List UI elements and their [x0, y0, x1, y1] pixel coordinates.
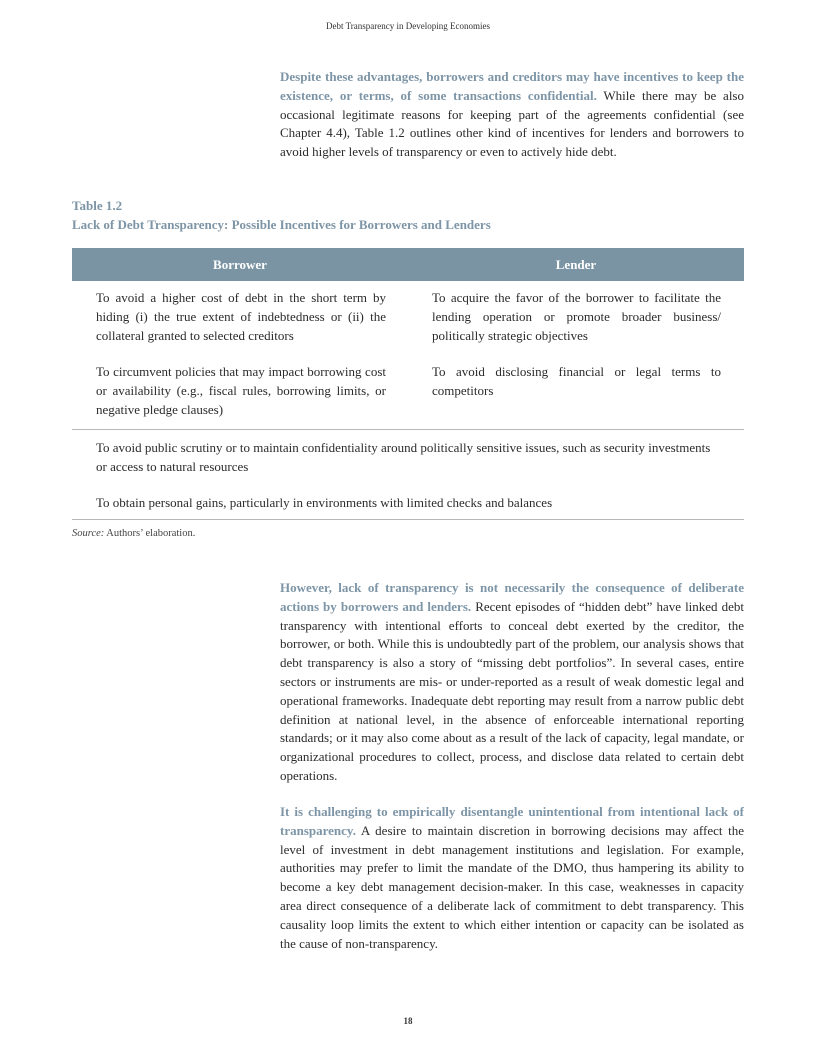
paragraph-3-lead: It is challenging to empirically disentangle unintentional from intentional lack of transparency.: [280, 804, 744, 838]
page-number: 18: [403, 1016, 413, 1026]
incentives-table: [72, 248, 744, 520]
body-paragraph-3: [280, 803, 744, 953]
table-number: Table 1.2: [72, 198, 123, 213]
table-bottom-rule: [72, 519, 744, 520]
source-text: Authors’ elaboration.: [104, 528, 196, 539]
lender-column: [408, 289, 744, 420]
paragraph-3-body: A desire to maintain discretion in borrowing decisions may affect the level of investment in debt management institutions and legislation. For example, authorities may prefer to limit the mandate of the DMO, thus hampering its ability to become a key debt management decision-maker. In this case, weaknesses in capacity area direct consequence of a deliberate lack of commitment to debt transparency. This causality loop limits the extent to which either intention or capacity can be isolated as the cause of non-transparency.: [280, 822, 744, 951]
borrower-cell: To circumvent policies that may impact borrowing cost or availability (e.g., fiscal rules, borrowing limits, or negative pledge clauses): [96, 364, 386, 417]
paragraph-2-body: Recent episodes of “hidden debt” have linked debt transparency with intentional efforts to conceal debt exerted by the creditor, the borrower, or both. While this is undoubtedly part of the problem, our analysis shows that debt transparency is also a story of “missing debt portfolios”. In several cases, entire sectors or instruments are mis- or under-reported as a result of weak domestic legal and operational frameworks. Inadequate debt reporting may result from a narrow public debt definition at national level, in the absence of enforceable international reporting standards; or it may also come about as a result of the lack of capacity, legal mandate, or organizational procedures to collect, process, and disclose data related to certain debt operations.: [280, 598, 744, 783]
paragraph-1-lead: Despite these advantages, borrowers and creditors may have incentives to keep the existence, or terms, of some transactions confidential.: [280, 69, 744, 103]
body-paragraph-2: [280, 579, 744, 786]
lender-cell: To acquire the favor of the borrower to facilitate the lending operation or promote broader business/ politically strategic objectives: [432, 290, 721, 343]
source-label: Source:: [72, 528, 105, 539]
table-header-row: [72, 248, 744, 281]
header-lender: Lender: [555, 257, 597, 272]
paragraph-1-body: While there may be also occasional legitimate reasons for keeping part of the agreements confidential (see Chapter 4.4), Table 1.2 outlines other kind of incentives for lenders and borrowers to avoid higher levels of transparency or even to actively hide debt.: [280, 87, 744, 160]
table-source-note: [72, 528, 195, 539]
running-header: Debt Transparency in Developing Economies: [326, 21, 490, 31]
body-paragraph-1: [280, 68, 744, 162]
borrower-column: [72, 289, 408, 420]
shared-cell: To avoid public scrutiny or to maintain confidentiality around politically sensitive issues, such as security investments or access to natural resources: [96, 439, 711, 474]
table-caption: [72, 196, 491, 234]
borrower-cell: To avoid a higher cost of debt in the short term by hiding (i) the true extent of indebtedness or (ii) the collateral granted to selected creditors: [96, 290, 386, 343]
lender-cell: To avoid disclosing financial or legal terms to competitors: [432, 364, 721, 399]
header-borrower: Borrower: [213, 257, 267, 272]
table-two-column-section: [72, 281, 744, 420]
shared-cell: To obtain personal gains, particularly in environments with limited checks and balances: [96, 495, 553, 511]
paragraph-2-lead: However, lack of transparency is not necessarily the consequence of deliberate actions by borrowers and lenders.: [280, 580, 744, 614]
table-title: Lack of Debt Transparency: Possible Incentives for Borrowers and Lenders: [72, 217, 491, 232]
